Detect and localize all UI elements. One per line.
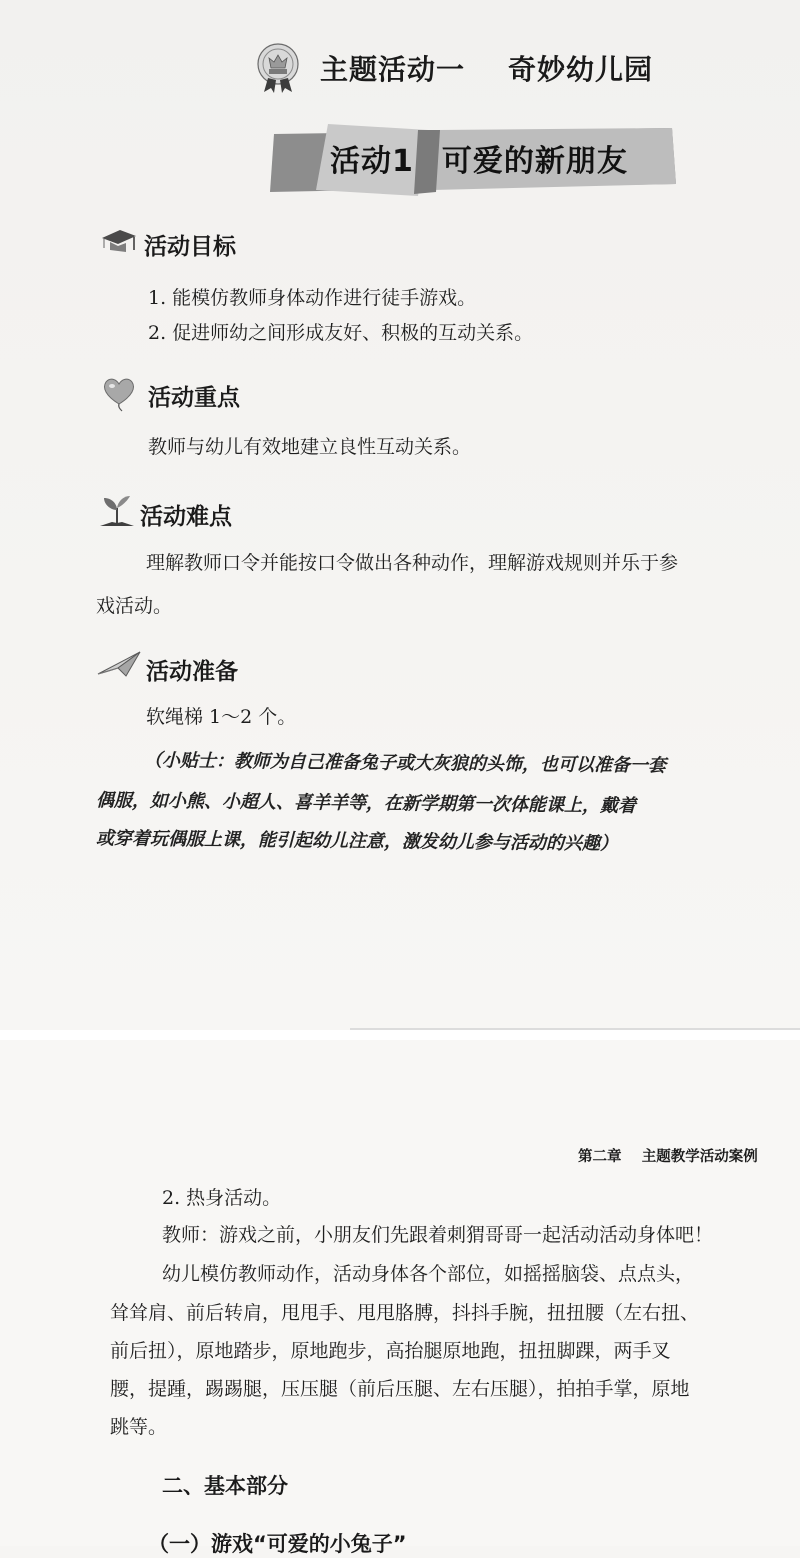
warmup-line-1: 2. 热身活动。 xyxy=(162,1187,282,1209)
difficulty-line-1: 理解教师口令并能按口令做出各种动作，理解游戏规则并乐于参 xyxy=(146,552,679,574)
tip-line-3: 或穿着玩偶服上课，能引起幼儿注意，激发幼儿参与活动的兴趣） xyxy=(95,828,619,855)
preparation-text: 软绳梯 1～2 个。 xyxy=(146,706,297,728)
section-title-key-point: 活动重点 xyxy=(148,385,240,411)
sprout-icon xyxy=(98,492,136,528)
paper-plane-icon xyxy=(96,650,142,678)
activity-number: 活动1 xyxy=(330,144,414,179)
warmup-line-6: 腰，提踵，踢踢腿，压压腿（前后压腿、左右压腿），拍拍手掌，原地 xyxy=(110,1378,690,1400)
warmup-line-5: 前后扭），原地踏步，原地跑步，高抬腿原地跑，扭扭脚踝，两手叉 xyxy=(110,1340,671,1362)
award-badge-icon xyxy=(254,42,302,94)
tip-line-1: （小贴士：教师为自己准备兔子或大灰狼的头饰，也可以准备一套 xyxy=(143,750,667,777)
warmup-line-7: 跳等。 xyxy=(110,1416,168,1438)
section-heading-basic: 二、基本部分 xyxy=(162,1474,288,1498)
graduation-cap-icon xyxy=(100,226,138,256)
goal-item-1: 1. 能模仿教师身体动作进行徒手游戏。 xyxy=(148,287,477,309)
difficulty-line-2: 戏活动。 xyxy=(96,595,173,617)
tip-line-2: 偶服，如小熊、小超人、喜羊羊等，在新学期第一次体能课上，戴着 xyxy=(95,790,637,817)
warmup-line-2: 教师：游戏之前，小朋友们先跟着刺猬哥哥一起活动活动身体吧！ xyxy=(162,1224,714,1246)
theme-title: 主题活动一 奇妙幼儿园 xyxy=(320,53,653,86)
key-point-text: 教师与幼儿有效地建立良性互动关系。 xyxy=(148,436,472,458)
goal-item-2: 2. 促进师幼之间形成友好、积极的互动关系。 xyxy=(148,322,534,344)
sub-heading-game: （一）游戏“可爱的小兔子” xyxy=(148,1532,407,1556)
warmup-line-3: 幼儿模仿教师动作，活动身体各个部位，如摇摇脑袋、点点头， xyxy=(162,1263,695,1285)
activity-banner xyxy=(268,122,678,198)
page-warm-up xyxy=(0,1040,800,1546)
section-title-difficulty: 活动难点 xyxy=(140,504,232,530)
heart-icon xyxy=(100,374,138,412)
page-gap xyxy=(0,1030,800,1040)
section-title-preparation: 活动准备 xyxy=(146,659,238,685)
activity-name: 可爱的新朋友 xyxy=(441,144,628,179)
section-title-goals: 活动目标 xyxy=(144,234,236,260)
activity-title xyxy=(330,136,628,180)
warmup-line-4: 耸耸肩、前后转肩，甩甩手、甩甩胳膊，抖抖手腕，扭扭腰（左右扭、 xyxy=(110,1302,700,1324)
running-header: 第二章 主题教学活动案例 xyxy=(578,1149,758,1165)
